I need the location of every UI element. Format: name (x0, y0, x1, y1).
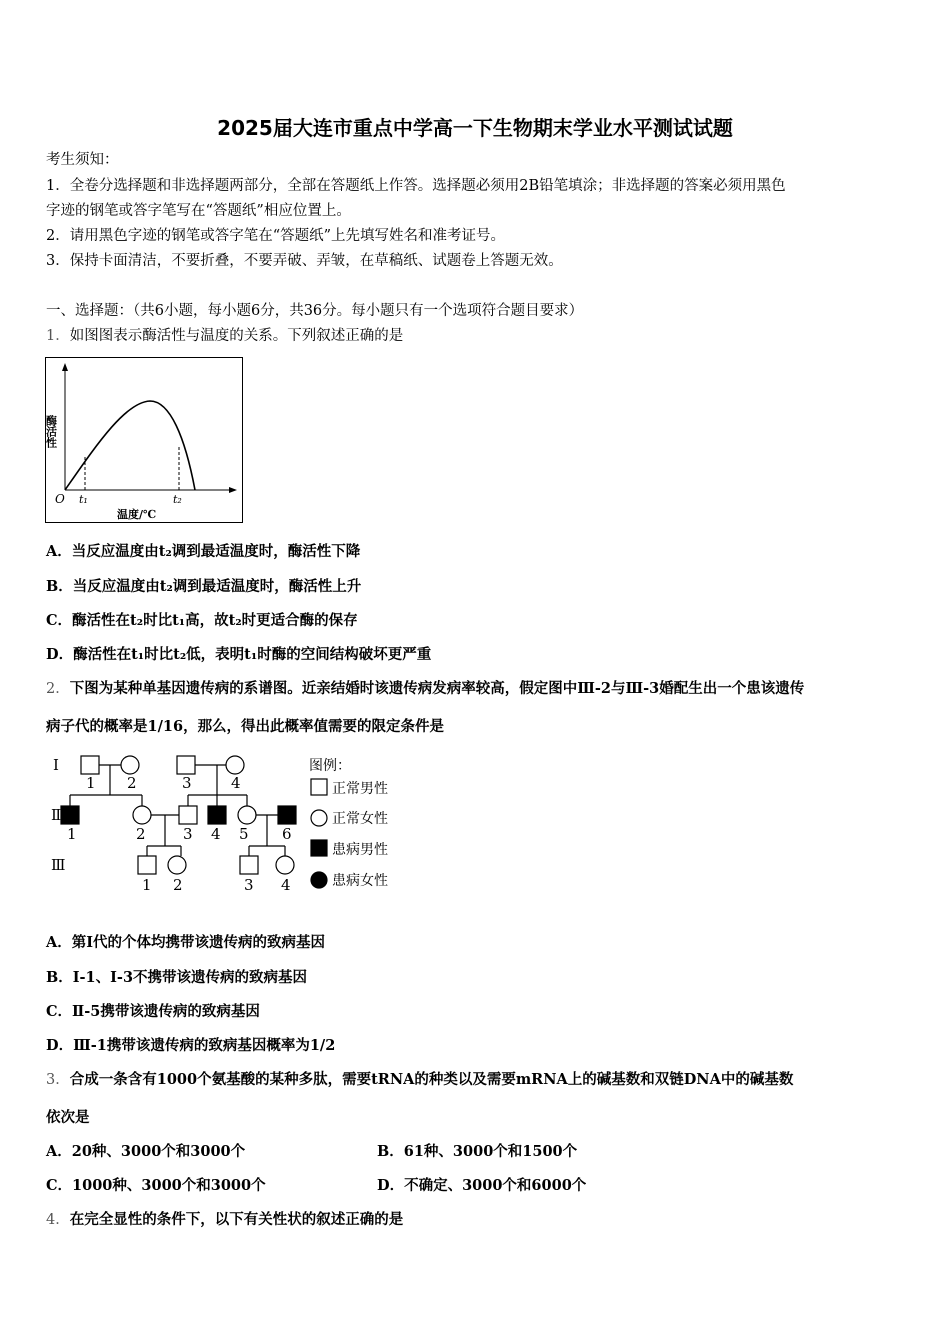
q2-option-a: A．第Ⅰ代的个体均携带该遗传病的致病基因 (46, 934, 326, 951)
q1-option-b: B．当反应温度由t₂调到最适温度时，酶活性上升 (46, 578, 362, 595)
q3-number: 3． (46, 1072, 70, 1088)
legend-label: 患病女性 (332, 873, 388, 889)
t1-label: t₁ (79, 493, 88, 506)
legend-normal-male-icon (311, 779, 327, 795)
section-heading: 一、选择题：（共6小题，每小题6分，共36分。每小题只有一个选项符合题目要求） (46, 303, 584, 319)
q2-stem-cont: 病子代的概率是1/16，那么，得出此概率值需要的限定条件是 (46, 718, 445, 735)
q1-option-a: A．当反应温度由t₂调到最适温度时，酶活性下降 (46, 543, 361, 560)
origin-label: O (55, 492, 65, 506)
I-2-normal-female (121, 756, 139, 774)
q3-text: 合成一条含有1000个氨基酸的某种多肽，需要tRNA的种类以及需要mRNA上的碱基数和双链DNA中的碱基数 (69, 1071, 794, 1088)
id-label: 2 (173, 876, 183, 894)
I-4-normal-female (226, 756, 244, 774)
id-label: 5 (239, 825, 249, 843)
graph-frame (46, 358, 243, 523)
enzyme-temperature-graph (45, 357, 244, 524)
II-2-normal-female (133, 806, 151, 824)
notice-line: 3．保持卡面清洁，不要折叠，不要弄破、弄皱，在草稿纸、试题卷上答题无效。 (46, 253, 563, 269)
II-1-affected-male (61, 806, 79, 824)
page-title: 2025届大连市重点中学高一下生物期末学业水平测试试题 (217, 116, 733, 140)
q3-stem (46, 1070, 793, 1090)
I-1-normal-male (81, 756, 99, 774)
t2-label: t₂ (173, 493, 182, 506)
q4-stem (46, 1210, 403, 1230)
q3-stem-cont: 依次是 (46, 1109, 90, 1126)
legend-label: 正常女性 (332, 811, 388, 827)
id-label: 4 (231, 774, 241, 792)
notice-line: 1．全卷分选择题和非选择题两部分，全部在答题纸上作答。选择题必须用2B铅笔填涂；非选择题的答案必须用黑色 (46, 178, 786, 194)
III-3-normal-male (240, 856, 258, 874)
y-axis-label: 酶活性 (45, 415, 58, 448)
legend-label: 患病男性 (332, 842, 388, 858)
id-label: 3 (244, 876, 254, 894)
II-3-normal-male (179, 806, 197, 824)
notice-line: 2．请用黑色字迹的钢笔或答字笔在“答题纸”上先填写姓名和准考证号。 (46, 228, 506, 244)
II-5-normal-female (238, 806, 256, 824)
III-1-normal-male (138, 856, 156, 874)
id-label: 2 (127, 774, 137, 792)
notice-heading: 考生须知： (46, 152, 119, 168)
id-label: 3 (182, 774, 192, 792)
legend-label: 正常男性 (332, 781, 388, 797)
q2-option-d: D．Ⅲ-1携带该遗传病的致病基因概率为1/2 (46, 1037, 336, 1054)
legend-affected-female-icon (311, 872, 327, 888)
gen-label: Ⅱ (51, 806, 62, 824)
gen-label: Ⅲ (51, 856, 66, 874)
II-4-affected-male (208, 806, 226, 824)
III-2-normal-female (168, 856, 186, 874)
III-4-normal-female (276, 856, 294, 874)
q2-option-c: C．Ⅱ-5携带该遗传病的致病基因 (46, 1003, 260, 1020)
legend-normal-female-icon (311, 810, 327, 826)
id-label: 2 (136, 825, 146, 843)
id-label: 4 (211, 825, 221, 843)
q3-option-c: C．1000种、3000个和3000个 (46, 1177, 266, 1194)
q2-number: 2． (46, 681, 70, 697)
id-label: 4 (281, 876, 291, 894)
id-label: 3 (183, 825, 193, 843)
q1-stem (46, 326, 403, 346)
id-label: 6 (282, 825, 292, 843)
legend-affected-male-icon (311, 840, 327, 856)
I-3-normal-male (177, 756, 195, 774)
x-axis-label: 温度/℃ (117, 508, 157, 521)
legend-title: 图例： (309, 758, 351, 774)
pedigree-chart (45, 748, 415, 898)
q1-number: 1． (46, 328, 70, 344)
gen-label: Ⅰ (53, 756, 59, 774)
id-label: 1 (142, 876, 152, 894)
q3-option-a: A．20种、3000个和3000个 (46, 1143, 246, 1160)
q3-option-b: B．61种、3000个和1500个 (377, 1143, 578, 1160)
notice-line: 字迹的钢笔或答字笔写在“答题纸”相应位置上。 (46, 203, 351, 219)
q4-text: 在完全显性的条件下，以下有关性状的叙述正确的是 (69, 1211, 404, 1228)
q2-option-b: B．Ⅰ-1、Ⅰ-3不携带该遗传病的致病基因 (46, 969, 308, 986)
id-label: 1 (67, 825, 77, 843)
q4-number: 4． (46, 1212, 70, 1228)
q3-option-d: D．不确定、3000个和6000个 (377, 1177, 587, 1194)
id-label: 1 (86, 774, 96, 792)
q2-text: 下图为某种单基因遗传病的系谱图。近亲结婚时该遗传病发病率较高，假定图中Ⅲ-2与Ⅲ-3婚配生出一个患该遗传 (69, 680, 805, 697)
q2-stem (46, 679, 804, 699)
q1-option-d: D．酶活性在t₁时比t₂低，表明t₁时酶的空间结构破坏更严重 (46, 646, 432, 663)
q1-option-c: C．酶活性在t₂时比t₁高，故t₂时更适合酶的保存 (46, 612, 358, 629)
q1-text: 如图图表示酶活性与温度的关系。下列叙述正确的是 (69, 328, 404, 344)
II-6-affected-male (278, 806, 296, 824)
